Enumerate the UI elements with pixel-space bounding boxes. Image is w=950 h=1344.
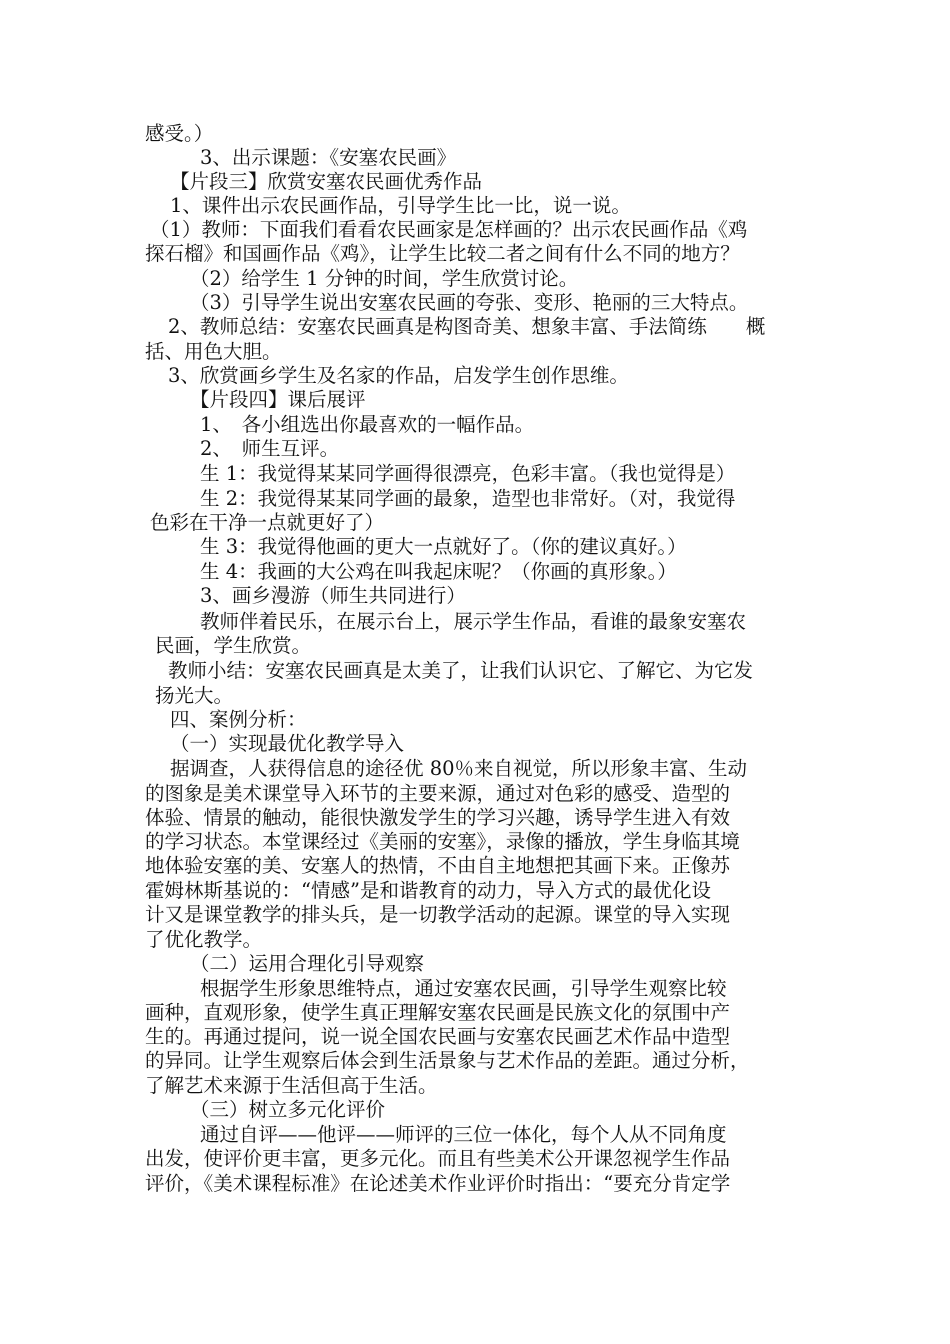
text-line: （1）教师：下面我们看看农民画家是怎样画的？出示农民画作品《鸡 <box>150 218 748 241</box>
text-line: 评价，《美术课程标准》在论述美术作业评价时指出：“要充分肯定学 <box>145 1172 731 1195</box>
text-line: 生 2：我觉得某某同学画的最象，造型也非常好。（对，我觉得 <box>200 487 736 510</box>
text-line: 了解艺术来源于生活但高于生活。 <box>145 1074 438 1097</box>
text-line: 2、 师生互评。 <box>200 437 340 460</box>
text-line: 1、 各小组选出你最喜欢的一幅作品。 <box>200 413 535 436</box>
section-heading: 【片段三】欣赏安塞农民画优秀作品 <box>170 170 483 193</box>
text-line: 霍姆林斯基说的：“情感”是和谐教育的动力，导入方式的最优化设 <box>145 879 711 902</box>
text-line: 出发，使评价更丰富，更多元化。而且有些美术公开课忽视学生作品 <box>145 1147 731 1170</box>
text-line: 生 1：我觉得某某同学画得很漂亮，色彩丰富。（我也觉得是） <box>200 462 736 485</box>
text-line: 感受。） <box>145 122 214 145</box>
text-line: 体验、情景的触动，能很快激发学生的学习兴趣，诱导学生进入有效 <box>145 806 731 829</box>
text-line: 探石榴》和国画作品《鸡》，让学生比较二者之间有什么不同的地方？ <box>145 242 740 265</box>
text-line: 色彩在干净一点就更好了） <box>150 511 385 534</box>
section-heading: 【片段四】课后展评 <box>190 388 366 411</box>
text-line: 的图象是美术课堂导入环节的主要来源，通过对色彩的感受、造型的 <box>145 782 731 805</box>
text-line: 1、课件出示农民画作品，引导学生比一比，说一说。 <box>170 194 631 217</box>
text-line: 生的。再通过提问，说一说全国农民画与安塞农民画艺术作品中造型 <box>145 1025 731 1048</box>
text-line: 3、出示课题：《安塞农民画》 <box>200 146 457 169</box>
text-line: 画种，直观形象，使学生真正理解安塞农民画是民族文化的氛围中产 <box>145 1001 731 1024</box>
section-heading: （一）实现最优化教学导入 <box>170 732 405 755</box>
section-heading: （二）运用合理化引导观察 <box>190 952 425 975</box>
text-line: （3）引导学生说出安塞农民画的夸张、变形、艳丽的三大特点。 <box>190 291 749 314</box>
text-line: 据调查，人获得信息的途径优 80％来自视觉，所以形象丰富、生动 <box>170 757 748 780</box>
text-line: 生 4：我画的大公鸡在叫我起床呢？（你画的真形象。） <box>200 560 677 583</box>
text-line: 生 3：我觉得他画的更大一点就好了。（你的建议真好。） <box>200 535 687 558</box>
section-heading: （三）树立多元化评价 <box>190 1098 386 1121</box>
text-line: 根据学生形象思维特点，通过安塞农民画，引导学生观察比较 <box>200 977 727 1000</box>
text-line: 了优化教学。 <box>145 928 263 951</box>
text-line: （2）给学生 1 分钟的时间，学生欣赏讨论。 <box>190 267 579 290</box>
text-line: 的异同。让学生观察后体会到生活景象与艺术作品的差距。通过分析， <box>145 1049 750 1072</box>
text-line: 的学习状态。本堂课经过《美丽的安塞》，录像的播放，学生身临其境 <box>145 830 740 853</box>
text-line: 计又是课堂教学的排头兵，是一切教学活动的起源。课堂的导入实现 <box>145 903 731 926</box>
text-line: 2、教师总结：安塞农民画真是构图奇美、想象丰富、手法简练 概 <box>168 315 766 338</box>
text-line: 3、欣赏画乡学生及名家的作品，启发学生创作思维。 <box>168 364 629 387</box>
text-line: 教师小结：安塞农民画真是太美了，让我们认识它、了解它、为它发 <box>168 659 754 682</box>
text-line: 地体验安塞的美、安塞人的热情，不由自主地想把其画下来。正像苏 <box>145 854 731 877</box>
text-line: 通过自评——他评——师评的三位一体化，每个人从不同角度 <box>200 1123 727 1146</box>
text-line: 3、画乡漫游（师生共同进行） <box>200 584 466 607</box>
section-heading: 四、案例分析： <box>170 708 307 731</box>
text-line: 扬光大。 <box>155 684 234 707</box>
text-line: 教师伴着民乐，在展示台上，展示学生作品，看谁的最象安塞农 <box>200 610 747 633</box>
text-line: 括、用色大胆。 <box>145 340 282 363</box>
text-line: 民画，学生欣赏。 <box>155 634 312 657</box>
